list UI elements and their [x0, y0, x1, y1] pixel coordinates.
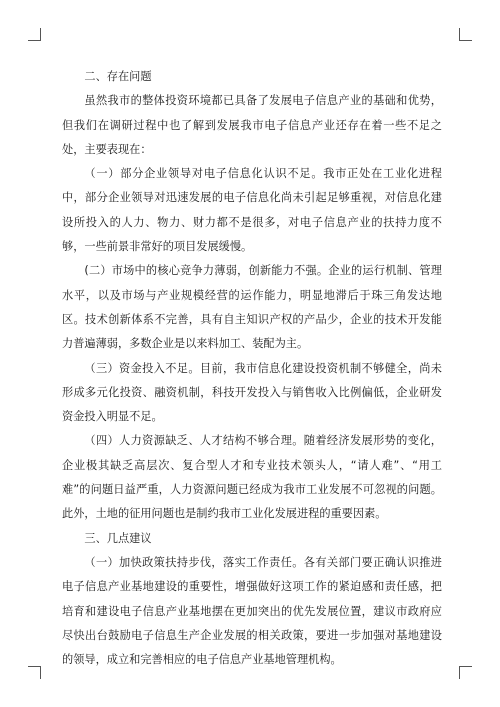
- paragraph-suggestion-1: （一）加快政策扶持步伐，落实工作责任。各有关部门要正确认识推进电子信息产业基地建设的重要性，增强做好这项工作的紧迫感和责任感，把培育和建设电子信息产业基地摆在更加突出的优先发展位置，建议市政府应尽快出台鼓励电子信息生产企业发展的相关政策，要进一步加强对基地建设的领导，成立和完善相应的电子信息产业基地管理机构。: [62, 555, 442, 667]
- crop-mark-top-right: [459, 28, 472, 41]
- paragraph-problem-1: （一）部分企业领导对电子信息化认识不足。我市正处在工业化进程中，部分企业领导对迅速发展的电子信息化尚未引起足够重视，对信息化建设所投入的人力、物力、财力都不是很多，对电子信息产业的扶持力度不够，一些前景非常好的项目发展缓慢。: [62, 167, 442, 254]
- paragraph-intro: 虽然我市的整体投资环境都已具备了发展电子信息产业的基础和优势，但我们在调研过程中也了解到发展我市电子信息产业还存在着一些不足之处，主要表现在：: [62, 94, 442, 156]
- crop-mark-bottom-left: [28, 666, 41, 679]
- paragraph-problem-2: (二）市场中的核心竞争力薄弱，创新能力不强。企业的运行机制、管理水平，以及市场与产业规模经营的运作能力，明显地滞后于珠三角发达地区。技术创新体系不完善，具有自主知识产权的产品少，企业的技术开发能力普遍薄弱，多数企业是以来料加工、装配为主。: [62, 264, 442, 351]
- paragraph-problem-4: （四）人力资源缺乏、人才结构不够合理。随着经济发展形势的变化，企业极其缺乏高层次、复合型人才和专业技术领头人，“请人难”、“用工难”的问题日益严重，人力资源问题已经成为我市工业发展不可忽视的问题。此外，土地的征用问题也是制约我市工业化发展进程的重要因素。: [62, 434, 442, 521]
- section-heading-problems: 二、存在问题: [84, 70, 152, 83]
- paragraph-problem-3: （三）资金投入不足。目前，我市信息化建设投资机制不够健全，尚未形成多元化投资、融资机制，科技开发投入与销售收入比例偏低，企业研发资金投入明显不足。: [62, 361, 442, 424]
- document-body: [62, 65, 442, 672]
- crop-mark-top-left: [28, 28, 41, 41]
- crop-mark-bottom-right: [459, 666, 472, 679]
- section-heading-suggestions: 三、几点建议: [84, 531, 152, 545]
